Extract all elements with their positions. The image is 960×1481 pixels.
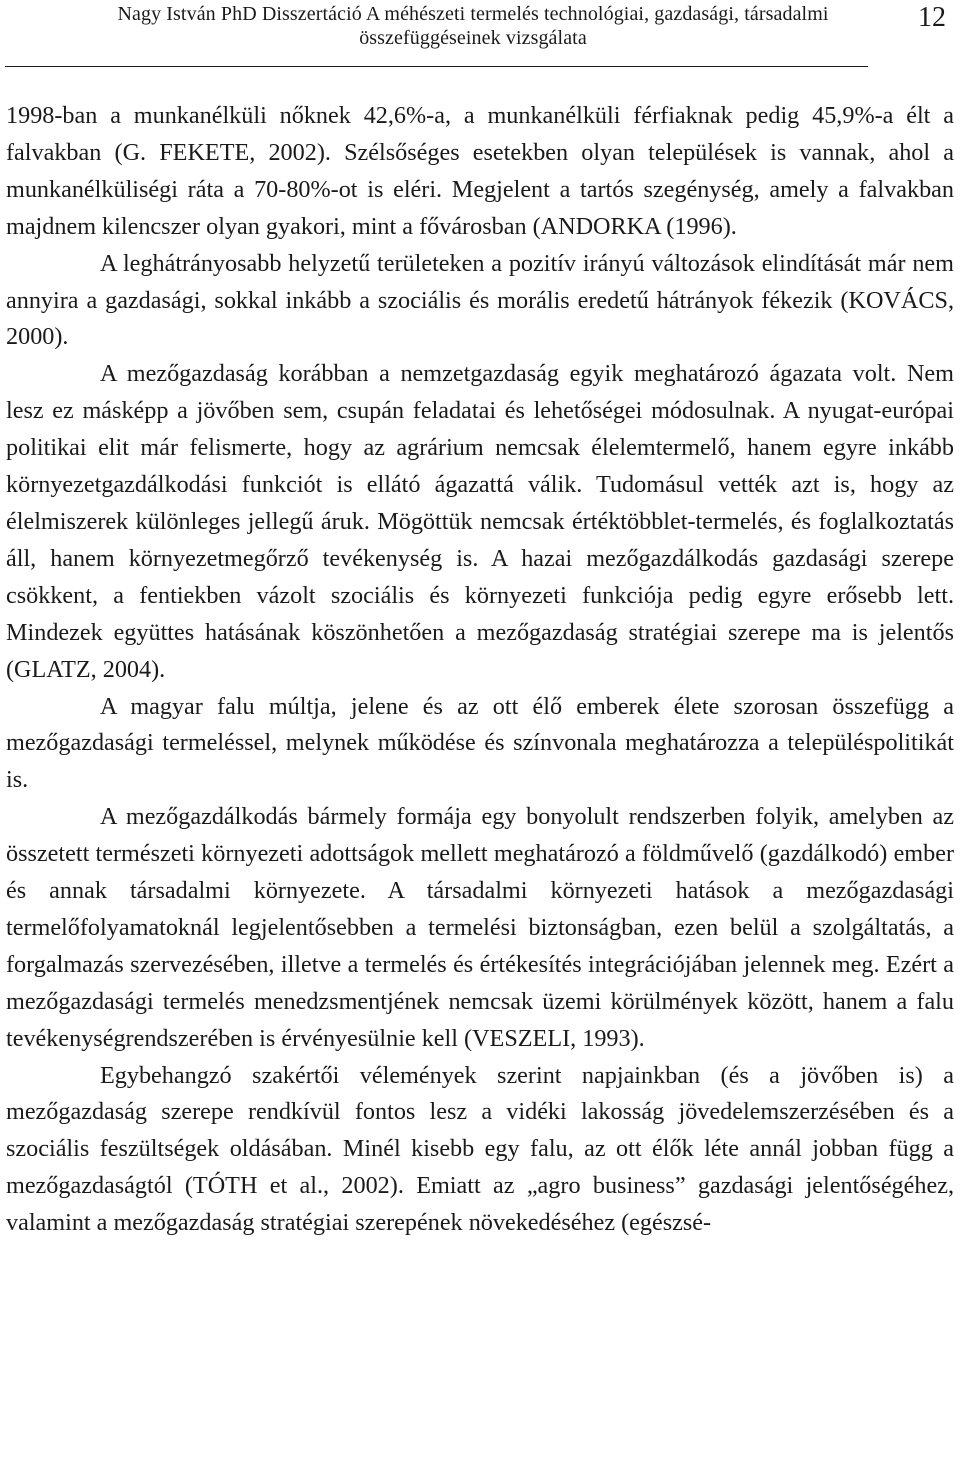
header-line-2: összefüggéseinek vizsgálata	[359, 27, 587, 49]
paragraph: A mezőgazdaság korábban a nemzetgazdaság egyik meghatározó ágazata volt. Nem lesz ez másképp a jövőben sem, csupán feladatai és lehetőségei módosulnak. A nyugat-európai politikai elit már felismerte, hogy az agrárium nemcsak élelemtermelő, hanem egyre inkább környezetgazdálkodási funkciót is ellátó ágazattá válik. Tudomásul vették azt is, hogy az élelmiszerek különleges jellegű áruk. Mögöttük nemcsak értéktöbblet-termelés, és foglalkoztatás áll, hanem környezetmegőrző tevékenység is. A hazai mezőgazdálkodás gazdasági szerepe csökkent, a fentiekben vázolt szociális és környezeti funkciója pedig egyre erősebb lett. Mindezek együttes hatásának köszönhetően a mezőgazdaság stratégiai szerepe ma is jelentős (GLATZ, 2004).	[6, 360, 954, 683]
paragraph: A magyar falu múltja, jelene és az ott élő emberek élete szorosan összefügg a mezőgazdasági termeléssel, melynek működése és színvonala meghatározza a településpolitikát is.	[6, 692, 954, 794]
header-line-1: Nagy István PhD Disszertáció A méhészeti termelés technológiai, gazdasági, társadalmi	[117, 3, 829, 25]
header-divider	[5, 66, 868, 67]
running-header	[0, 0, 960, 70]
body-text	[6, 98, 954, 1242]
paragraph: A leghátrányosabb helyzetű területeken a pozitív irányú változások elindítását már nem annyira a gazdasági, sokkal inkább a szociális és morális eredetű hátrányok fékezik (KOVÁCS, 2000).	[6, 249, 954, 351]
paragraph: A mezőgazdálkodás bármely formája egy bonyolult rendszerben folyik, amelyben az összetett természeti környezeti adottságok mellett meghatározó a földművelő (gazdálkodó) ember és annak társadalmi környezete. A társadalmi környezeti hatások a mezőgazdasági termelőfolyamatoknál legjelentősebben a termelési biztonságban, ezen belül a szolgáltatás, a forgalmazás szervezésében, illetve a termelés és értékesítés integrációjában jelennek meg. Ezért a mezőgazdasági termelés menedzsmentjének nemcsak üzemi körülmények között, hanem a falu tevékenységrendszerében is érvényesülnie kell (VESZELI, 1993).	[6, 803, 954, 1052]
paragraph: Egybehangzó szakértői vélemények szerint napjainkban (és a jövőben is) a mezőgazdaság szerepe rendkívül fontos lesz a vidéki lakosság jövedelemszerzésében és a szociális feszültségek oldásában. Minél kisebb egy falu, az ott élők léte annál jobban függ a mezőgazdaságtól (TÓTH et al., 2002). Emiatt az „agro business” gazdasági jelentőségéhez, valamint a mezőgazdaság stratégiai szerepének növekedéséhez (egészsé-	[6, 1061, 954, 1237]
page-number: 12	[918, 2, 946, 33]
paragraph: 1998-ban a munkanélküli nőknek 42,6%-a, a munkanélküli férfiaknak pedig 45,9%-a élt a falvakban (G. FEKETE, 2002). Szélsőséges esetekben olyan települések is vannak, ahol a munkanélküliségi ráta a 70-80%-ot is eléri. Megjelent a tartós szegénység, amely a falvakban majdnem kilencszer olyan gyakori, mint a fővárosban (ANDORKA (1996).	[6, 102, 954, 240]
header-title	[63, 2, 883, 50]
